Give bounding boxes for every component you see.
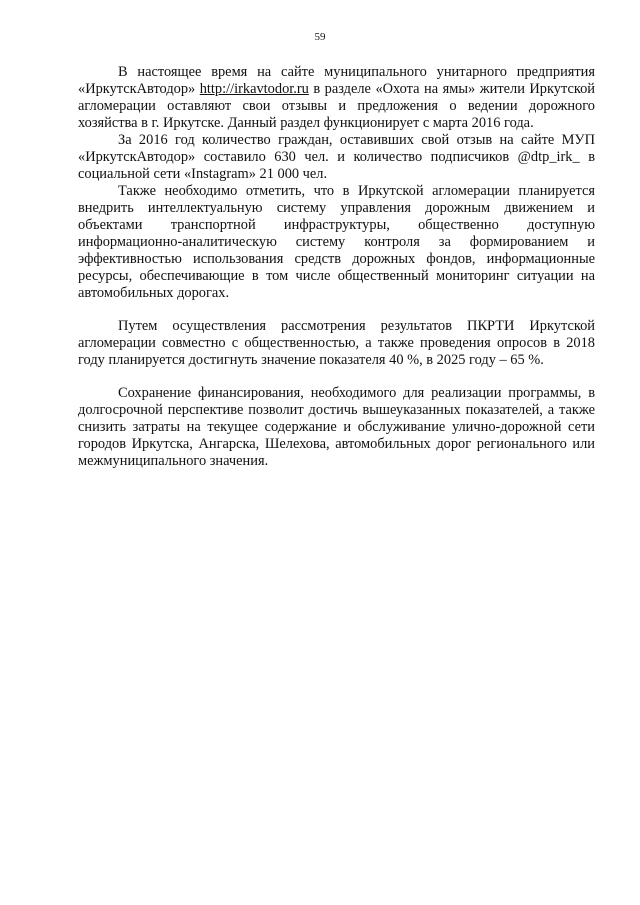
document-body [78, 64, 595, 470]
paragraph-text: в разделе «Охота на ямы» жители Иркутской агломерации оставляют свои отзывы и предложения о ведении дорожного хозяйства в г. Иркутске. Данный раздел функционирует с марта 2016 года. [78, 81, 595, 131]
paragraph-text: В настоящее время на сайте муниципального унитарного предприятия «ИркутскАвтодор» [78, 64, 595, 97]
paragraph-intelligent-system: Также необходимо отметить, что в Иркутской агломерации планируется внедрить интеллектуальную систему управления дорожным движением и объектами транспортной инфраструктуры, общественно доступную информационно-аналитическую систему контроля за формированием и эффективностью использования средств дорожных фондов, информационные ресурсы, обеспечивающие в том числе общественный мониторинг ситуации на автомобильных дорогах. [78, 183, 595, 301]
paragraph-indicator-targets: Путем осуществления рассмотрения результатов ПКРТИ Иркутской агломерации совместно с общественностью, а также проведения опросов в 2018 году планируется достигнуть значение показателя 40 %, в 2025 году – 65 %. [78, 318, 595, 368]
paragraph-irkavtodor-site [78, 64, 595, 132]
paragraph-feedback-stats: За 2016 год количество граждан, оставивших свой отзыв на сайте МУП «ИркутскАвтодор» составило 630 чел. и количество подписчиков @dtp_irk_ в социальной сети «Instagram» 21 000 чел. [78, 132, 595, 182]
page-number: 59 [314, 31, 326, 43]
paragraph-financing: Сохранение финансирования, необходимого для реализации программы, в долгосрочной перспективе позволит достичь вышеуказанных показателей, а также снизить затраты на текущее содержание и обслуживание улично-дорожной сети городов Иркутска, Ангарска, Шелехова, автомобильных дорог регионального или межмуниципального значения. [78, 385, 595, 469]
irkavtodor-link[interactable]: http://irkavtodor.ru [199, 81, 309, 97]
